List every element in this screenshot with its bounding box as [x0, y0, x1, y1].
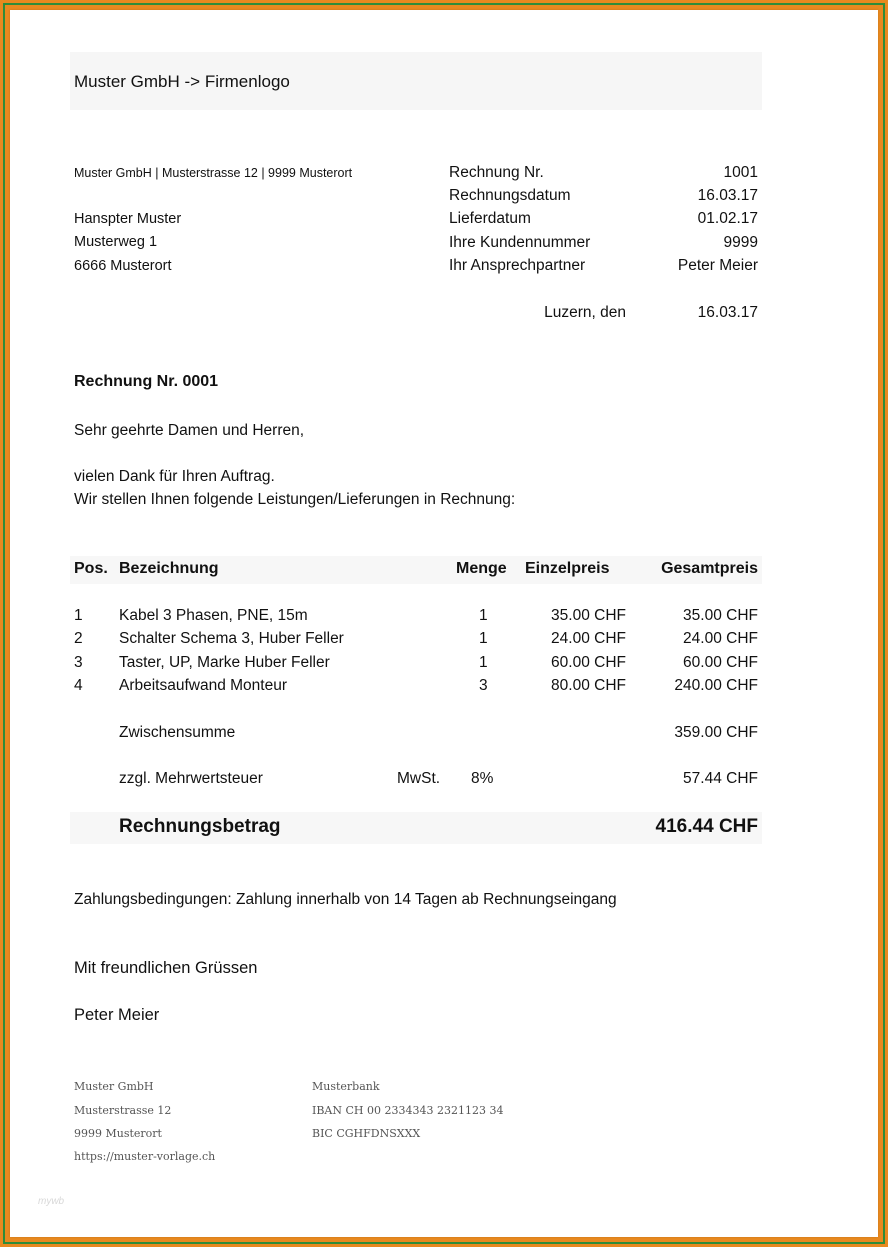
meta-value-delivery-date: 01.02.17: [697, 210, 758, 227]
meta-value-customer-no: 9999: [723, 234, 758, 251]
table-row-1-qty: 1: [479, 607, 488, 624]
footer-company-city: 9999 Musterort: [74, 1127, 162, 1140]
vat-label: zzgl. Mehrwertsteuer: [119, 770, 263, 787]
table-row-4-unit: 80.00 CHF: [551, 677, 626, 694]
intro-line-2: Wir stellen Ihnen folgende Leistungen/Lieferungen in Rechnung:: [74, 491, 516, 508]
intro-line-1: vielen Dank für Ihren Auftrag.: [74, 468, 275, 485]
vat-value: 57.44 CHF: [683, 770, 758, 787]
table-row-1-total: 35.00 CHF: [683, 607, 758, 624]
footer-company-street: Musterstrasse 12: [74, 1104, 172, 1117]
meta-value-invoice-no: 1001: [723, 164, 758, 181]
table-row-3-total: 60.00 CHF: [683, 654, 758, 671]
recipient-street: Musterweg 1: [74, 234, 158, 250]
table-row-1-pos: 1: [74, 607, 83, 624]
table-row-2-unit: 24.00 CHF: [551, 630, 626, 647]
closing-greeting: Mit freundlichen Grüssen: [74, 959, 258, 977]
table-row-3-qty: 1: [479, 654, 488, 671]
table-row-3-unit: 60.00 CHF: [551, 654, 626, 671]
table-row-1-desc: Kabel 3 Phasen, PNE, 15m: [119, 607, 308, 624]
place-date-label: Luzern, den: [544, 304, 626, 321]
table-header-pos: Pos.: [74, 560, 108, 577]
meta-label-invoice-date: Rechnungsdatum: [449, 187, 571, 204]
meta-value-contact: Peter Meier: [677, 257, 758, 274]
invoice-heading: Rechnung Nr. 0001: [74, 373, 219, 390]
table-row-2-total: 24.00 CHF: [683, 630, 758, 647]
meta-value-invoice-date: 16.03.17: [697, 187, 758, 204]
logo-text: Muster GmbH -> Firmenlogo: [74, 72, 290, 91]
table-row-3-pos: 3: [74, 654, 83, 671]
table-row-1-unit: 35.00 CHF: [551, 607, 626, 624]
table-header-description: Bezeichnung: [119, 560, 219, 577]
meta-label-customer-no: Ihre Kundennummer: [449, 234, 591, 251]
table-header-total-price: Gesamtpreis: [661, 560, 758, 577]
meta-label-delivery-date: Lieferdatum: [449, 210, 531, 227]
footer-bank-name: Musterbank: [312, 1080, 380, 1093]
table-header-unit-price: Einzelpreis: [525, 560, 610, 577]
table-row-4-qty: 3: [479, 677, 488, 694]
total-value: 416.44 CHF: [655, 816, 758, 837]
table-header-quantity: Menge: [456, 560, 507, 577]
vat-rate: 8%: [471, 770, 494, 787]
table-row-2-qty: 1: [479, 630, 488, 647]
table-row-2-desc: Schalter Schema 3, Huber Feller: [119, 630, 344, 647]
subtotal-value: 359.00 CHF: [674, 724, 758, 741]
footer-bank-iban: IBAN CH 00 2334343 2321123 34: [312, 1104, 504, 1117]
table-row-2-pos: 2: [74, 630, 83, 647]
footer-bank-bic: BIC CGHFDNSXXX: [312, 1127, 421, 1140]
table-row-3-desc: Taster, UP, Marke Huber Feller: [119, 654, 330, 671]
signature-name: Peter Meier: [74, 1006, 160, 1024]
footer-company-website: https://muster-vorlage.ch: [74, 1150, 216, 1163]
watermark: mywb: [38, 1196, 65, 1207]
place-date-value: 16.03.17: [697, 304, 758, 321]
payment-terms: Zahlungsbedingungen: Zahlung innerhalb von 14 Tagen ab Rechnungseingang: [74, 891, 617, 908]
meta-label-contact: Ihr Ansprechpartner: [449, 257, 586, 274]
sender-line: Muster GmbH | Musterstrasse 12 | 9999 Musterort: [74, 166, 353, 180]
subtotal-label: Zwischensumme: [119, 724, 236, 741]
table-row-4-total: 240.00 CHF: [674, 677, 758, 694]
recipient-name: Hanspter Muster: [74, 211, 182, 227]
vat-tag: MwSt.: [397, 770, 441, 787]
footer-company-name: Muster GmbH: [74, 1080, 154, 1093]
table-row-4-desc: Arbeitsaufwand Monteur: [119, 677, 288, 694]
meta-label-invoice-no: Rechnung Nr.: [449, 164, 544, 181]
recipient-city: 6666 Musterort: [74, 258, 172, 274]
salutation: Sehr geehrte Damen und Herren,: [74, 422, 305, 439]
table-row-4-pos: 4: [74, 677, 83, 694]
total-label: Rechnungsbetrag: [119, 816, 281, 837]
